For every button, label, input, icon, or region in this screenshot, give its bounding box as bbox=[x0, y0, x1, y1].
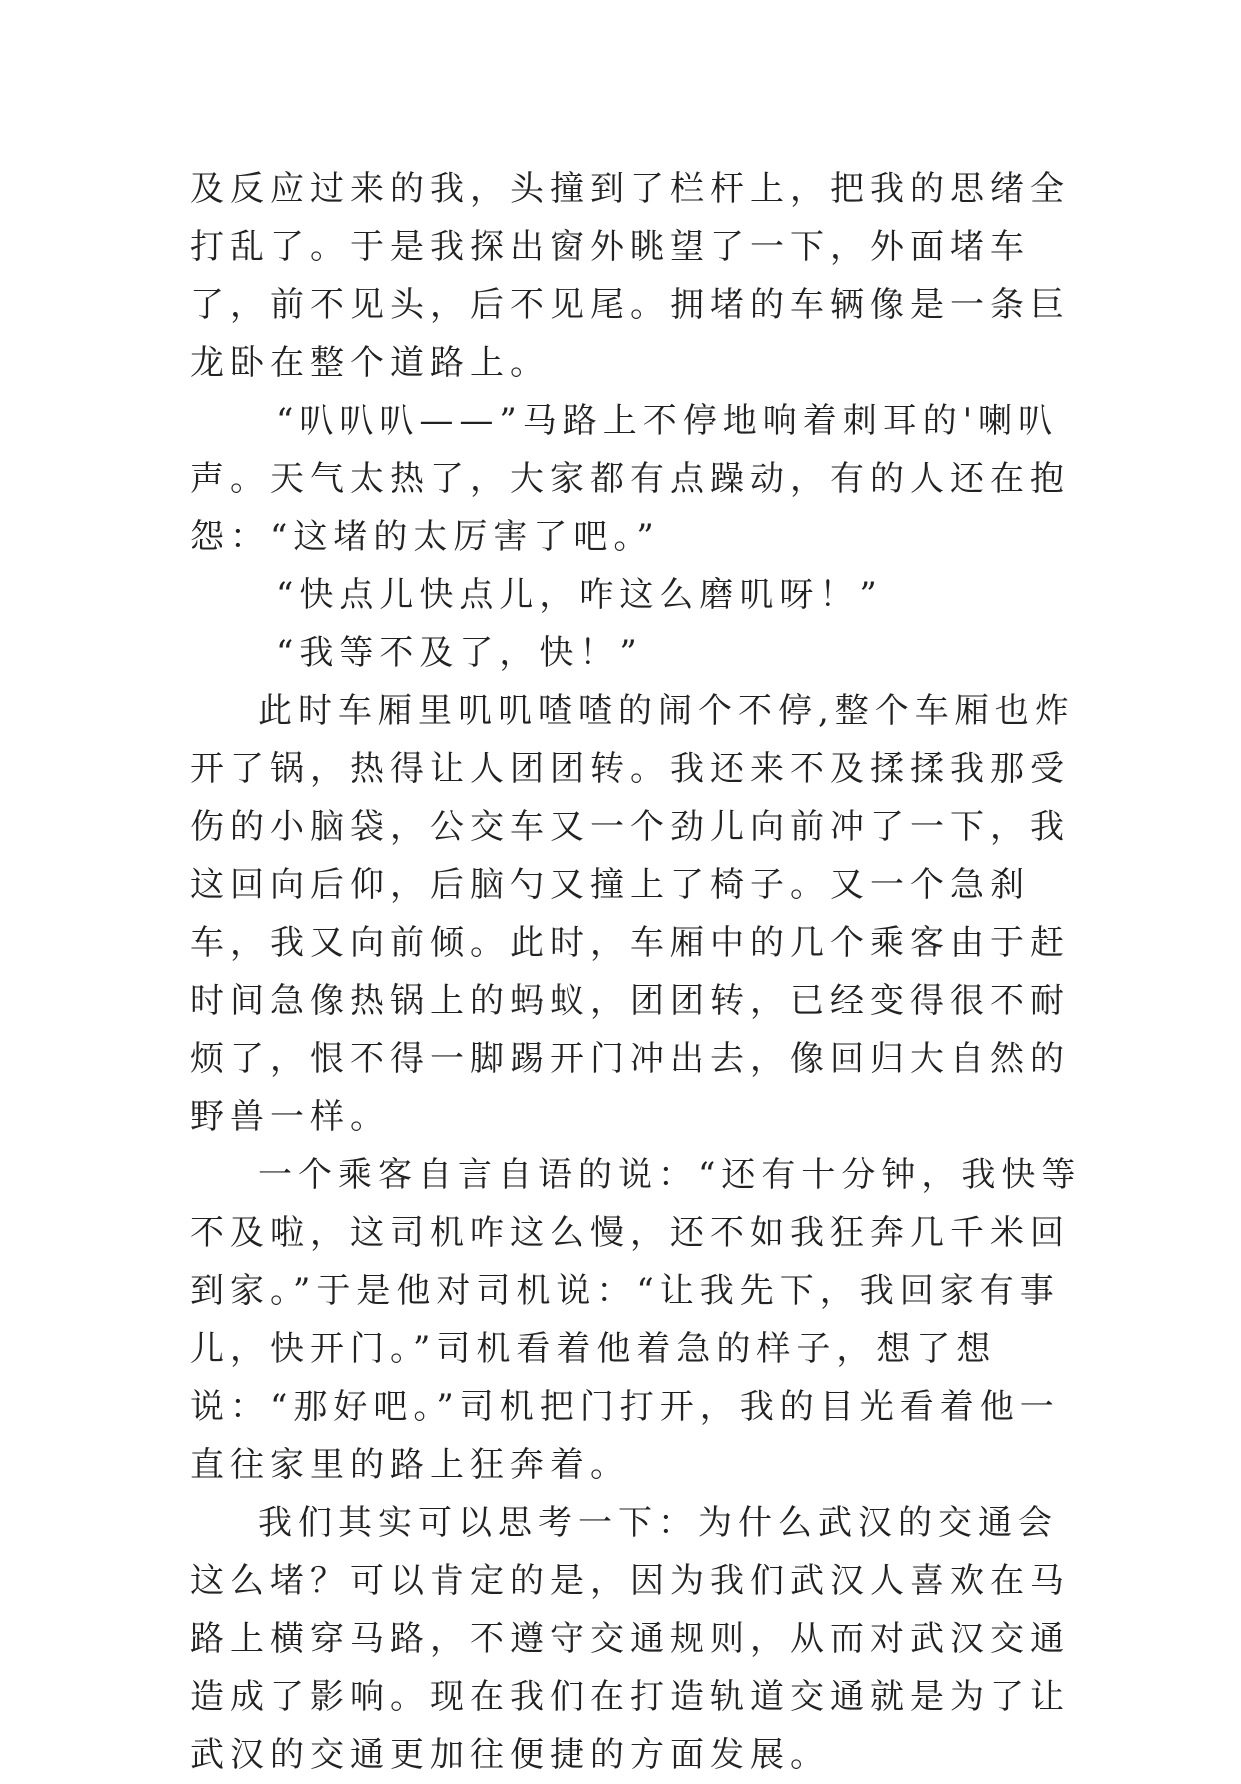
paragraph-4: “我等不及了，快！” bbox=[276, 633, 643, 673]
paragraph-1: 及反应过来的我，头撞到了栏杆上，把我的思绪全打乱了。于是我探出窗外眺望了一下，外面堵车了，前不见头，后不见尾。拥堵的车辆像是一条巨龙卧在整个道路上。 bbox=[190, 169, 1070, 383]
paragraph-5: 此时车厢里叽叽喳喳的闹个不停,整个车厢也炸开了锅，热得让人团团转。我还来不及揉揉我那受伤的小脑袋，公交车又一个劲儿向前冲了一下，我这回向后仰，后脑勺又撞上了椅子。又一个急刹车，我又向前倾。此时，车厢中的几个乘客由于赶时间急像热锅上的蚂蚁，团团转，已经变得很不耐烦了，恨不得一脚踢开门冲出去，像回归大自然的野兽一样。 bbox=[190, 691, 1075, 1137]
paragraph-7: 我们其实可以思考一下：为什么武汉的交通会这么堵？可以肯定的是，因为我们武汉人喜欢在马路上横穿马路，不遵守交通规则，从而对武汉交通造成了影响。现在我们在打造轨道交通就是为了让武汉的交通更加往便捷的方面发展。 bbox=[190, 1503, 1070, 1775]
paragraph-3: “快点儿快点儿，咋这么磨叽呀！” bbox=[276, 575, 883, 615]
paragraph-6: 一个乘客自言自语的说：“还有十分钟，我快等不及啦，这司机咋这么慢，还不如我狂奔几千米回到家。”于是他对司机说：“让我先下，我回家有事儿，快开门。”司机看着他着急的样子，想了想说：“那好吧。”司机把门打开，我的目光看着他一直往家里的路上狂奔着。 bbox=[190, 1155, 1082, 1485]
paragraph-2: “叭叭叭——”马路上不停地响着刺耳的'喇叭声。天气太热了，大家都有点躁动，有的人还在抱怨：“这堵的太厉害了吧。” bbox=[190, 401, 1070, 557]
document-body bbox=[190, 160, 1090, 1784]
